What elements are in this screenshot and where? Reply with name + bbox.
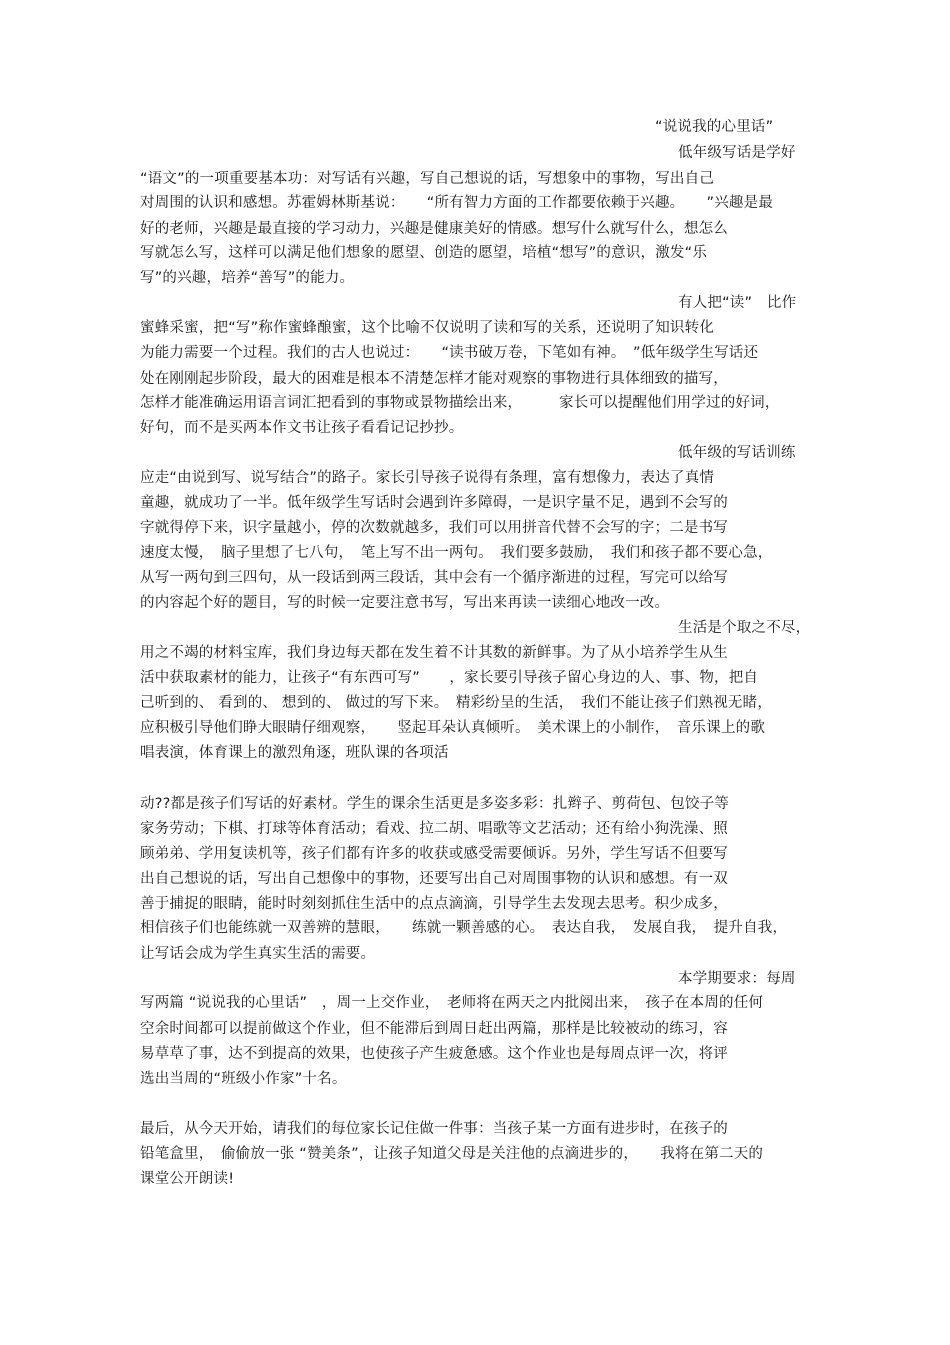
text-line: 低年级的写话训练 xyxy=(678,445,796,461)
text-line: 出自己想说的话，写出自己想像中的事物，还要写出自己对周围事物的认识和感想。有一双 xyxy=(140,871,728,887)
text-line: 最后，从今天开始，请我们的每位家长记住做一件事：当孩子某一方面有进步时，在孩子的 xyxy=(140,1121,728,1137)
text-line: 速度太慢， 脑子里想了七八句， 笔上写不出一两句。 我们要多鼓励， 我们和孩子都不要心急， xyxy=(140,545,773,561)
text-line: 好的老师，兴趣是最直接的学习动力，兴趣是健康美好的情感。想写什么就写什么，想怎么 xyxy=(140,221,728,237)
text-line: 为能力需要一个过程。我们的古人也说过： “读书破万卷，下笔如有神。 ”低年级学生写话还 xyxy=(140,345,759,361)
text-line: 铅笔盒里， 偷偷放一张 “赞美条”，让孩子知道父母是关注他的点滴进步的， 我将在第二天的 xyxy=(140,1146,764,1162)
text-line: 低年级写话是学好 xyxy=(678,145,796,161)
text-line: 童趣，就成功了一半。低年级学生写话时会遇到许多障碍，一是识字量不足，遇到不会写的 xyxy=(140,495,728,511)
text-line: 本学期要求：每周 xyxy=(678,971,796,987)
text-line: 好句，而不是买两本作文书让孩子看看记记抄抄。 xyxy=(140,420,464,436)
text-line: 应走“由说到写、说写结合”的路子。家长引导孩子说得有条理，富有想像力，表达了真情 xyxy=(140,470,715,486)
text-line: 生活是个取之不尽， xyxy=(678,620,811,636)
text-line: 的内容起个好的题目，写的时候一定要注意书写，写出来再读一读细心地改一改。 xyxy=(140,595,670,611)
text-line: 课堂公开朗读! xyxy=(140,1171,235,1187)
text-line: 写”的兴趣，培养“善写”的能力。 xyxy=(140,270,355,286)
text-line: 空余时间都可以提前做这个作业，但不能滞后到周日赶出两篇，那样是比较被动的练习，容 xyxy=(140,1021,728,1037)
text-line: 动??都是孩子们写话的好素材。学生的课余生活更是多姿多彩：扎辫子、剪荷包、包饺子等 xyxy=(140,796,730,812)
text-line: 对周围的认识和感想。苏霍姆林斯基说： “所有智力方面的工作都要依赖于兴趣。 ”兴趣是最 xyxy=(140,195,774,211)
text-line: 怎样才能准确运用语言词汇把看到的事物或景物描绘出来， 家长可以提醒他们用学过的好词， xyxy=(140,395,780,411)
text-line: 写两篇 “说说我的心里话” ，周一上交作业， 老师将在两天之内批阅出来， 孩子在本周的任何 xyxy=(140,995,764,1011)
text-line: 己听到的、 看到的、 想到的、 做过的写下来。 精彩纷呈的生活， 我们不能让孩子们熟视无睹， xyxy=(140,695,773,711)
text-line: 善于捕捉的眼睛，能时时刻刻抓住生活中的点点滴滴，引导学生去发现去思考。积少成多， xyxy=(140,896,728,912)
text-line: 唱表演，体育课上的激烈角逐，班队课的各项活 xyxy=(140,745,449,761)
text-line: 有人把“读” 比作 xyxy=(678,295,797,311)
text-line: 顾弟弟、学用复读机等，孩子们都有许多的收获或感受需要倾诉。另外，学生写话不但要写 xyxy=(140,846,728,862)
text-line: “语文”的一项重要基本功：对写话有兴趣，写自己想说的话，写想象中的事物，写出自己 xyxy=(140,171,715,187)
text-line: 活中获取素材的能力，让孩子“有东西可写” ，家长要引导孩子留心身边的人、事、物，把自 xyxy=(140,670,759,686)
text-line: 蜜蜂采蜜，把“写”称作蜜蜂酿蜜，这个比喻不仅说明了读和写的关系，还说明了知识转化 xyxy=(140,320,715,336)
text-line: 应积极引导他们睁大眼睛仔细观察， 竖起耳朵认真倾听。 美术课上的小制作， 音乐课上的歌 xyxy=(140,720,766,736)
text-line: 相信孩子们也能练就一双善辨的慧眼， 练就一颗善感的心。 表达自我， 发展自我， 提升自我， xyxy=(140,920,788,936)
text-line: 让写话会成为学生真实生活的需要。 xyxy=(140,946,376,962)
text-line: 家务劳动；下棋、打球等体育活动；看戏、拉二胡、唱歌等文艺活动；还有给小狗洗澡、照 xyxy=(140,821,728,837)
text-line: 处在刚刚起步阶段，最大的困难是根本不清楚怎样才能对观察的事物进行具体细致的描写， xyxy=(140,371,728,387)
document-title: “说说我的心里话” xyxy=(655,119,774,135)
text-line: 字就得停下来，识字量越小，停的次数就越多，我们可以用拼音代替不会写的字；二是书写 xyxy=(140,520,728,536)
text-line: 用之不竭的材料宝库，我们身边每天都在发生着不计其数的新鲜事。为了从小培养学生从生 xyxy=(140,645,728,661)
text-line: 选出当周的“班级小作家”十名。 xyxy=(140,1071,347,1087)
text-line: 从写一两句到三四句，从一段话到两三段话，其中会有一个循序渐进的过程，写完可以给写 xyxy=(140,570,728,586)
text-line: 易草草了事，达不到提高的效果，也使孩子产生疲惫感。这个作业也是每周点评一次，将评 xyxy=(140,1046,728,1062)
text-line: 写就怎么写，这样可以满足他们想象的愿望、创造的愿望，培植“想写”的意识，激发“乐 xyxy=(140,245,708,261)
